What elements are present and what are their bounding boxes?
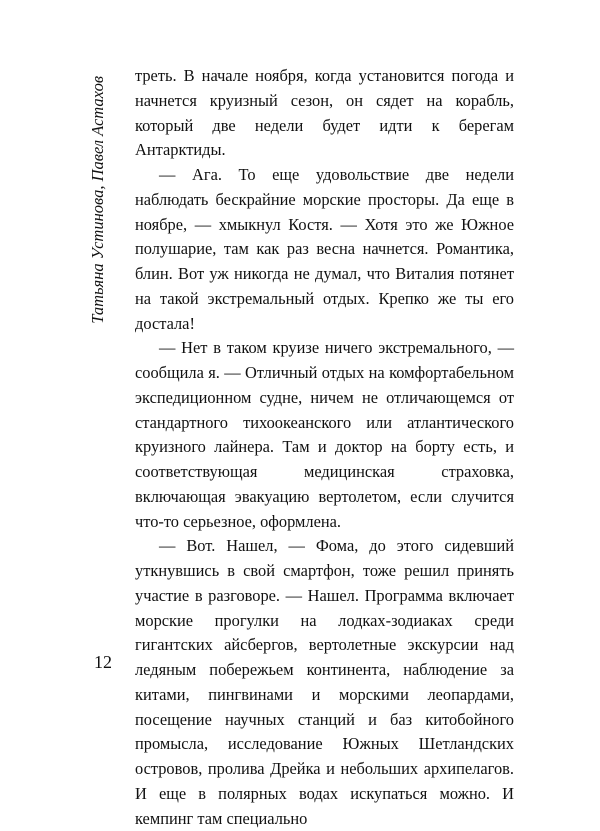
page-text [135,64,514,831]
paragraph: треть. В начале ноября, когда установится погода и начнется круизный сезон, он сядет на корабль, который две недели будет идти к берегам Антарктиды. [135,66,514,160]
page-number: 12 [94,652,112,672]
running-head: Татьяна Устинова, Павел Астахов [88,76,107,324]
paragraph: — Вот. Нашел, — Фома, до этого сидевший уткнувшись в свой смартфон, тоже решил принять участие в разговоре. — Нашел. Программа включает морские прогулки на лодках-зодиаках среди гигантских айсбергов, вертолетные экскурсии над ледяным побережьем континента, наблюдение за китами, пингвинами и морскими леопардами, посещение научных станций и баз китобойного промысла, исследование Южных Шетландских островов, пролива Дрейка и небольших архипелагов. И еще в полярных водах искупаться можно. И кемпинг там специально [135,536,514,828]
paragraph: — Нет в таком круизе ничего экстремального, — сообщила я. — Отличный отдых на комфортабельном экспедиционном судне, ничем не отличающемся от стандартного тихоокеанского или атлантического круизного лайнера. Там и доктор на борту есть, и соответствующая медицинская страховка, включающая эвакуацию вертолетом, если случится что-то серьезное, оформлена. [135,338,514,531]
paragraph: — Ага. То еще удовольствие две недели наблюдать бескрайние морские просторы. Да еще в ноябре, — хмыкнул Костя. — Хотя это же Южное полушарие, там как раз весна начнется. Романтика, блин. Вот уж никогда не думал, что Виталия потянет на такой экстремальный отдых. Крепко же ты его достала! [135,165,514,333]
